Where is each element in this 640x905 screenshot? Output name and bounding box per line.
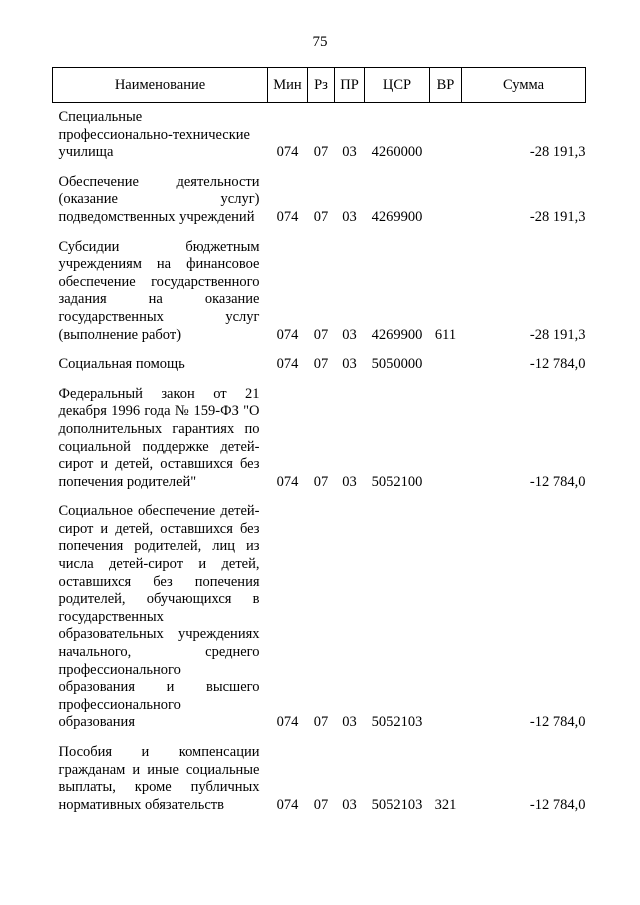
row-name: Социальная помощь — [58, 356, 185, 373]
row-vr: 321 — [434, 796, 457, 813]
header-name: Наименование — [53, 68, 268, 103]
row-rz: 07 — [313, 796, 329, 813]
row-vr — [430, 344, 462, 374]
row-csr: 4269900 — [371, 208, 423, 225]
row-csr: 5052103 — [371, 796, 423, 813]
row-rz: 07 — [313, 356, 329, 373]
row-pr: 03 — [342, 144, 357, 161]
row-vr — [430, 491, 462, 732]
table-row — [53, 227, 586, 345]
header-sum: Сумма — [462, 68, 586, 103]
table-row — [53, 344, 586, 374]
row-pr: 03 — [342, 714, 357, 731]
row-rz: 07 — [313, 144, 329, 161]
row-min: 074 — [276, 208, 299, 225]
table-row — [53, 732, 586, 814]
row-sum: -28 191,3 — [529, 326, 586, 343]
row-name: Субсидии бюджетным учреждениям на финансовое обеспечение государственного задания на оказание государственных услуг (выполнение работ) — [58, 238, 260, 343]
row-vr — [430, 103, 462, 162]
row-name: Специальные профессионально-технические училища — [58, 109, 250, 161]
row-vr — [430, 374, 462, 492]
row-vr: 611 — [434, 326, 457, 343]
row-sum: -12 784,0 — [529, 796, 586, 813]
table-row — [53, 162, 586, 227]
row-min: 074 — [276, 356, 299, 373]
header-vr: ВР — [430, 68, 462, 103]
row-sum: -28 191,3 — [529, 144, 586, 161]
row-pr: 03 — [342, 326, 357, 343]
row-sum: -12 784,0 — [529, 714, 586, 731]
page-number: 75 — [312, 34, 328, 50]
row-csr: 5052103 — [371, 714, 423, 731]
table-row — [53, 103, 586, 162]
row-sum: -12 784,0 — [529, 473, 586, 490]
row-vr — [430, 162, 462, 227]
row-sum: -28 191,3 — [529, 208, 586, 225]
row-rz: 07 — [313, 473, 329, 490]
row-min: 074 — [276, 796, 299, 813]
row-min: 074 — [276, 714, 299, 731]
row-pr: 03 — [342, 208, 357, 225]
row-name: Социальное обеспечение детей-сирот и детей, оставшихся без попечения родителей, лиц из числа детей-сирот и детей, оставшихся без попечения родителей, обучающихся в государственных образовательных учреждениях начального, среднего профессионального образования и высшего профессионального образования — [58, 503, 260, 731]
row-csr: 5052100 — [371, 473, 423, 490]
row-name: Обеспечение деятельности (оказание услуг) подведомственных учреждений — [58, 173, 260, 225]
row-sum: -12 784,0 — [529, 356, 586, 373]
row-csr: 5050000 — [371, 356, 423, 373]
row-rz: 07 — [313, 326, 329, 343]
table-body — [53, 103, 586, 815]
header-rz: Рз — [308, 68, 335, 103]
table-row — [53, 491, 586, 732]
row-pr: 03 — [342, 356, 357, 373]
header-csr: ЦСР — [365, 68, 430, 103]
row-rz: 07 — [313, 714, 329, 731]
header-pr: ПР — [335, 68, 365, 103]
row-min: 074 — [276, 144, 299, 161]
row-csr: 4269900 — [371, 326, 423, 343]
row-pr: 03 — [342, 473, 357, 490]
budget-table — [52, 67, 586, 814]
row-rz: 07 — [313, 208, 329, 225]
row-pr: 03 — [342, 796, 357, 813]
row-min: 074 — [276, 473, 299, 490]
row-min: 074 — [276, 326, 299, 343]
row-name: Федеральный закон от 21 декабря 1996 года № 159-ФЗ "О дополнительных гарантиях по социальной поддержке детей-сирот и детей, оставшихся без попечения родителей" — [58, 385, 260, 490]
header-min: Мин — [268, 68, 308, 103]
table-row — [53, 374, 586, 492]
row-name: Пособия и компенсации гражданам и иные социальные выплаты, кроме публичных нормативных обязательств — [58, 744, 260, 813]
row-csr: 4260000 — [371, 144, 423, 161]
table-header — [53, 68, 586, 103]
